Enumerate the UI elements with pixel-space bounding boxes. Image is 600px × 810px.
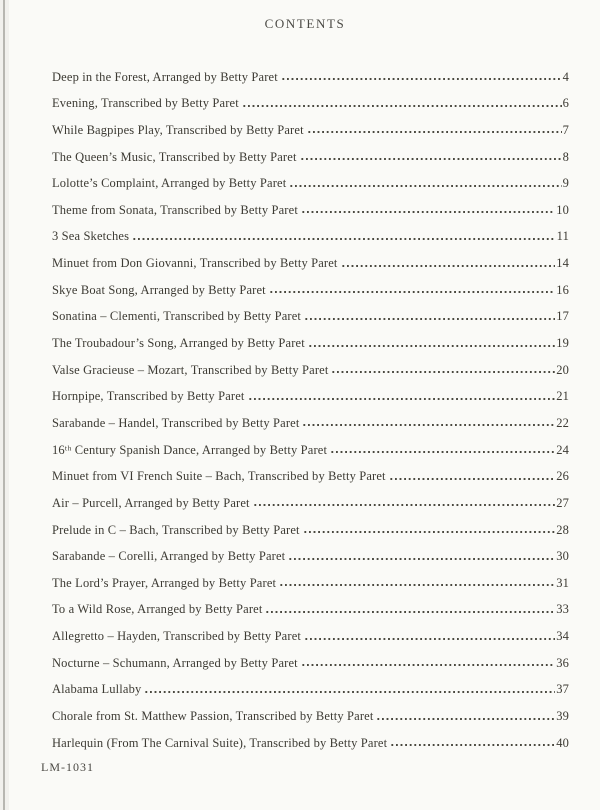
toc-entry-page: 24 [556, 442, 569, 457]
toc-entry-title: Sarabande – Handel, Transcribed by Betty Paret [52, 415, 300, 430]
toc-entry [52, 564, 569, 591]
toc-entry [52, 404, 569, 431]
toc-entry-page: 37 [556, 682, 569, 697]
toc-entry [52, 271, 569, 298]
toc-entry-title: 16ᵗʰ Century Spanish Dance, Arranged by Betty Paret [52, 442, 328, 457]
dot-leader [330, 450, 555, 454]
toc-entry-title: Chorale from St. Matthew Passion, Transcribed by Betty Paret [52, 709, 374, 724]
toc-entry-page: 20 [556, 362, 569, 377]
dot-leader [248, 397, 556, 401]
toc-entry [52, 218, 569, 245]
toc-entry-page: 9 [562, 176, 569, 191]
toc-entry-page: 27 [556, 495, 569, 510]
toc-entry-title: The Troubadour’s Song, Arranged by Betty Paret [52, 336, 305, 351]
toc-entry-title: Theme from Sonata, Transcribed by Betty Paret [52, 202, 298, 217]
toc-entry-page: 34 [556, 629, 569, 644]
toc-entry [52, 458, 569, 485]
toc-entry-title: Minuet from Don Giovanni, Transcribed by Betty Paret [52, 256, 338, 271]
toc-entry [52, 644, 569, 671]
dot-leader [288, 557, 555, 561]
toc-entry-title: Air – Purcell, Arranged by Betty Paret [52, 495, 250, 510]
toc-entry-page: 19 [556, 336, 569, 351]
toc-entry-page: 8 [562, 149, 569, 164]
dot-leader [289, 184, 561, 188]
toc-entry [52, 351, 569, 378]
toc-entry-title: Sonatina – Clementi, Transcribed by Betty Paret [52, 309, 302, 324]
toc-entry [52, 538, 569, 565]
toc-entry-page: 31 [556, 575, 569, 590]
toc-entry-page: 39 [556, 709, 569, 724]
dot-leader [390, 743, 555, 747]
toc-entry-title: Valse Gracieuse – Mozart, Transcribed by Betty Paret [52, 362, 329, 377]
toc-entry-page: 21 [556, 389, 569, 404]
dot-leader [308, 344, 555, 348]
dot-leader [302, 423, 555, 427]
toc-entry [52, 617, 569, 644]
toc-entry-title: To a Wild Rose, Arranged by Betty Paret [52, 602, 263, 617]
scan-edge-line [3, 0, 5, 810]
dot-leader [144, 690, 555, 694]
toc-entry-title: While Bagpipes Play, Transcribed by Betty Paret [52, 122, 304, 137]
toc-entry-title: The Lord’s Prayer, Arranged by Betty Paret [52, 575, 277, 590]
toc-entry [52, 511, 569, 538]
dot-leader [301, 210, 555, 214]
toc-entry-page: 30 [556, 549, 569, 564]
toc-entry [52, 111, 569, 138]
toc-entry-page: 7 [562, 122, 569, 137]
page-title: CONTENTS [264, 16, 346, 31]
toc-entry-title: Skye Boat Song, Arranged by Betty Paret [52, 282, 266, 297]
table-of-contents [52, 58, 569, 751]
toc-entry [52, 697, 569, 724]
toc-entry-page: 26 [556, 469, 569, 484]
toc-entry [52, 431, 569, 458]
toc-entry-title: Deep in the Forest, Arranged by Betty Paret [52, 69, 278, 84]
toc-entry-page: 10 [556, 202, 569, 217]
toc-entry [52, 191, 569, 218]
dot-leader [300, 157, 562, 161]
dot-leader [304, 317, 555, 321]
toc-entry [52, 724, 569, 751]
toc-entry-title: Harlequin (From The Carnival Suite), Transcribed by Betty Paret [52, 735, 388, 750]
toc-entry-page: 33 [556, 602, 569, 617]
toc-entry [52, 378, 569, 405]
dot-leader [265, 610, 555, 614]
toc-entry [52, 671, 569, 698]
toc-entry [52, 484, 569, 511]
dot-leader [304, 637, 555, 641]
dot-leader [376, 717, 555, 721]
toc-entry-page: 11 [556, 229, 569, 244]
toc-entry [52, 298, 569, 325]
dot-leader [242, 104, 562, 108]
dot-leader [341, 264, 556, 268]
toc-entry-page: 17 [556, 309, 569, 324]
toc-entry-title: The Queen’s Music, Transcribed by Betty Paret [52, 149, 297, 164]
dot-leader [132, 237, 556, 241]
toc-entry-page: 16 [556, 282, 569, 297]
toc-entry-page: 6 [562, 96, 569, 111]
toc-entry-title: Alabama Lullaby [52, 682, 142, 697]
toc-entry [52, 591, 569, 618]
dot-leader [279, 583, 555, 587]
dot-leader [303, 530, 556, 534]
dot-leader [331, 370, 555, 374]
toc-entry-page: 22 [556, 415, 569, 430]
toc-entry-title: Minuet from VI French Suite – Bach, Transcribed by Betty Paret [52, 469, 386, 484]
toc-entry-title: Prelude in C – Bach, Transcribed by Betty Paret [52, 522, 300, 537]
toc-entry-page: 14 [556, 256, 569, 271]
toc-entry-title: Sarabande – Corelli, Arranged by Betty Paret [52, 549, 286, 564]
toc-entry [52, 165, 569, 192]
dot-leader [253, 503, 556, 507]
toc-entry-title: Allegretto – Hayden, Transcribed by Betty Paret [52, 629, 302, 644]
toc-entry [52, 85, 569, 112]
toc-entry-title: 3 Sea Sketches [52, 229, 130, 244]
dot-leader [301, 663, 555, 667]
dot-leader [389, 477, 556, 481]
catalog-number: LM-1031 [41, 760, 94, 774]
toc-entry-title: Lolotte’s Complaint, Arranged by Betty Paret [52, 176, 287, 191]
dot-leader [281, 77, 562, 81]
toc-entry-title: Evening, Transcribed by Betty Paret [52, 96, 239, 111]
dot-leader [269, 290, 555, 294]
toc-entry [52, 138, 569, 165]
toc-entry-title: Hornpipe, Transcribed by Betty Paret [52, 389, 245, 404]
toc-entry-page: 40 [556, 735, 569, 750]
toc-entry-page: 28 [556, 522, 569, 537]
toc-entry [52, 244, 569, 271]
toc-entry-title: Nocturne – Schumann, Arranged by Betty Paret [52, 655, 298, 670]
dot-leader [307, 130, 562, 134]
toc-entry-page: 4 [562, 69, 569, 84]
toc-entry [52, 324, 569, 351]
toc-entry-page: 36 [556, 655, 569, 670]
toc-entry [52, 58, 569, 85]
